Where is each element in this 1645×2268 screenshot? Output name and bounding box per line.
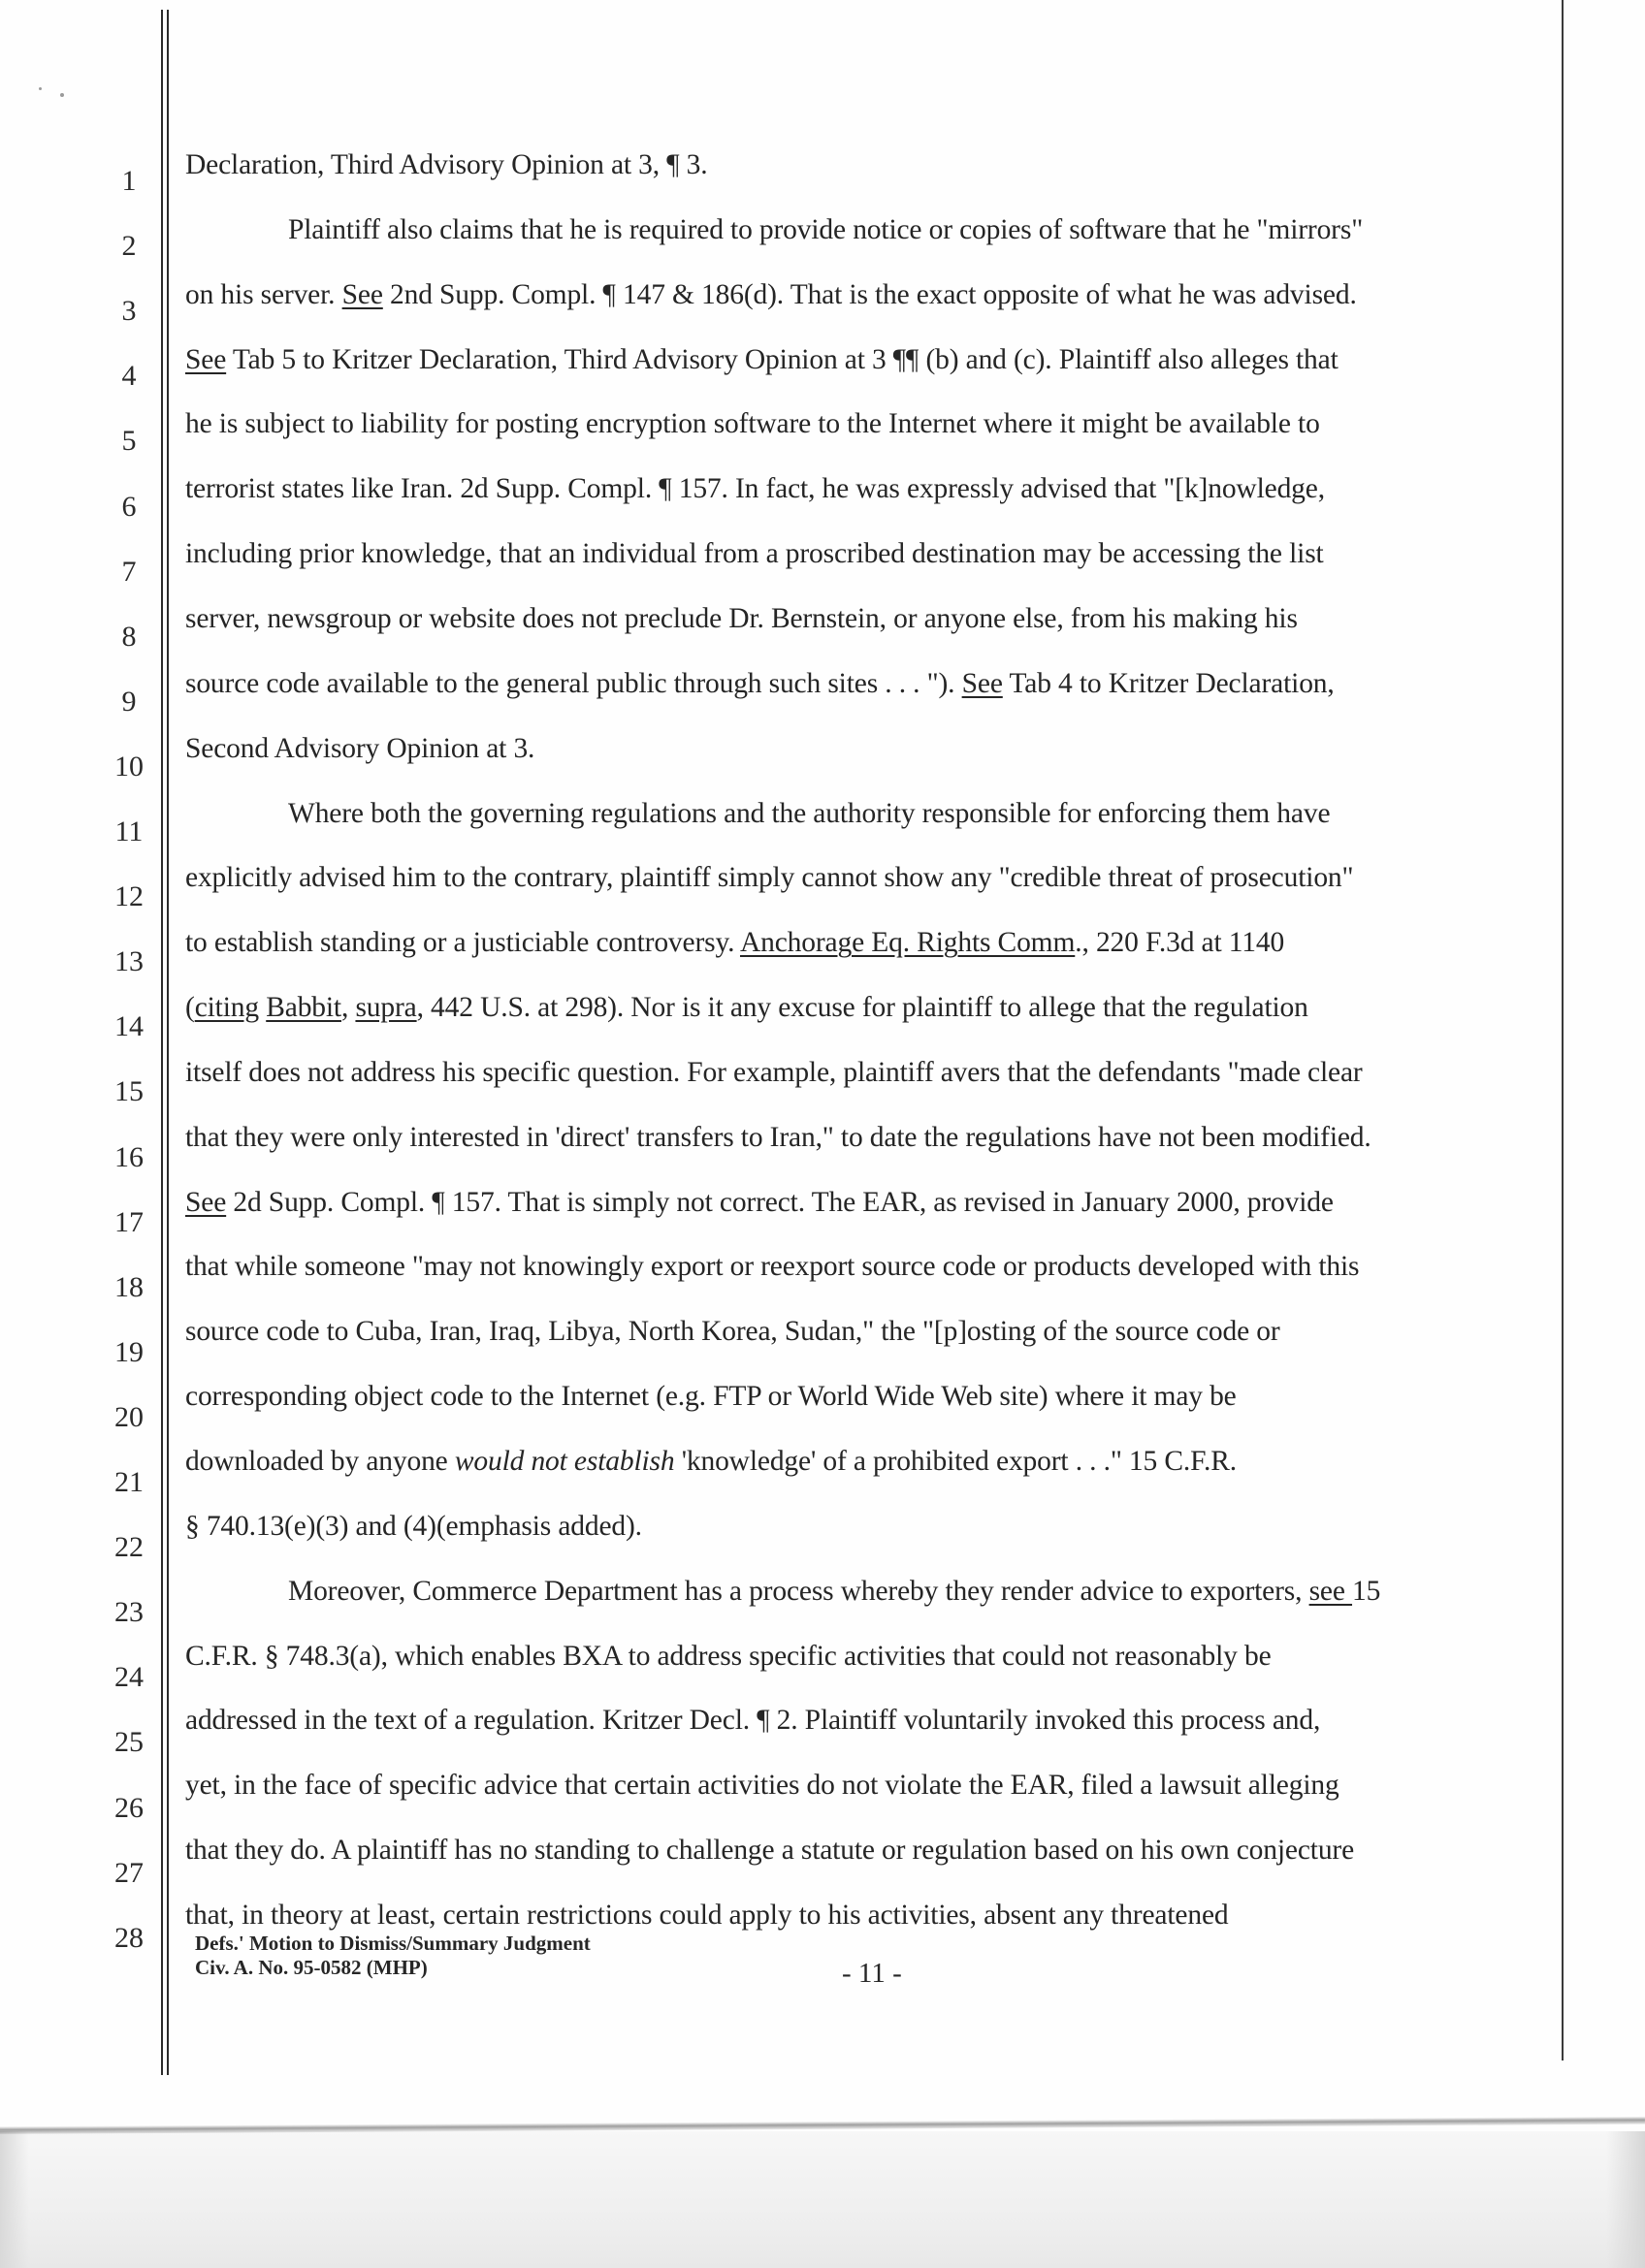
line-number: 22 (114, 1531, 144, 1564)
text-line (185, 1318, 1280, 1347)
line-number: 2 (121, 230, 137, 263)
line-number: 23 (114, 1596, 144, 1629)
text-segment: 15 (1352, 1575, 1381, 1607)
text-segment: 2nd Supp. Compl. ¶ 147 & 186(d). That is the exact opposite of what he was advised. (382, 278, 1357, 310)
scan-speck (39, 87, 42, 90)
text-segment: ., 220 F.3d at 1140 (1075, 927, 1285, 959)
line-number: 20 (114, 1400, 144, 1433)
text-line (185, 1121, 1371, 1153)
page-number: - 11 - (842, 1958, 902, 1989)
text-line (185, 1186, 1334, 1218)
text-segment: 2d Supp. Compl. ¶ 157. That is simply not correct. The EAR, as revised in January 2000, provide (226, 1186, 1334, 1218)
text-line (185, 929, 1284, 958)
text-line (185, 1448, 1237, 1477)
text-segment: Plaintiff also claims that he is required to provide notice or copies of software that he "mirrors" (288, 213, 1364, 245)
emphasized-text: would not establish (454, 1446, 675, 1477)
line-number: 12 (114, 880, 144, 913)
citation-signal: see (1308, 1575, 1353, 1607)
left-margin-rule-outer (161, 10, 163, 2075)
citation-signal: Anchorage Eq. Rights Comm (739, 927, 1076, 959)
line-number: 26 (114, 1791, 144, 1824)
text-segment: corresponding object code to the Internet (e.g. FTP or World Wide Web site) where it may be (185, 1381, 1237, 1413)
line-number: 19 (114, 1335, 144, 1368)
text-segment: Moreover, Commerce Department has a process whereby they render advice to exporters, (288, 1575, 1309, 1607)
text-segment: that while someone "may not knowingly export or reexport source code or products developed with this (185, 1251, 1360, 1283)
line-number: 1 (121, 165, 137, 197)
line-number: 14 (114, 1010, 144, 1043)
text-segment: on his server. (185, 278, 342, 310)
line-number: 18 (114, 1270, 144, 1303)
line-number: 24 (114, 1661, 144, 1694)
text-segment: downloaded by anyone (185, 1446, 455, 1477)
text-line (185, 1837, 1354, 1866)
text-segment: addressed in the text of a regulation. Kritzer Decl. ¶ 2. Plaintiff voluntarily invoked this process and, (185, 1705, 1321, 1737)
text-line (185, 1056, 1363, 1088)
line-number: 25 (114, 1726, 144, 1759)
text-line (185, 864, 1353, 893)
line-number: 21 (114, 1466, 144, 1498)
page-fold-shadow-right (1606, 2131, 1645, 2268)
text-line (185, 1772, 1339, 1801)
line-number: 9 (121, 685, 137, 718)
text-line (288, 213, 1364, 245)
text-segment: itself does not address his specific question. For example, plaintiff avers that the defendants "made clear (185, 1056, 1363, 1088)
line-number: 28 (114, 1921, 144, 1954)
text-line (185, 475, 1325, 504)
text-segment: § 740.13(e)(3) and (4)(emphasis added). (185, 1510, 642, 1542)
text-line (185, 1901, 1228, 1931)
footer-caption-title: Defs.' Motion to Dismiss/Summary Judgment (195, 1932, 591, 1955)
line-number: 3 (121, 295, 137, 328)
text-segment: that, in theory at least, certain restrictions could apply to his activities, absent any threatened (185, 1899, 1229, 1931)
line-number: 4 (121, 360, 137, 393)
right-margin-rule (1562, 0, 1564, 2060)
citation-signal: See (961, 667, 1003, 699)
text-segment: Where both the governing regulations and the authority responsible for enforcing them have (288, 797, 1331, 829)
line-number: 7 (121, 555, 137, 588)
citation-signal: citing (194, 992, 259, 1024)
scan-speck (60, 93, 64, 97)
text-segment: , (340, 992, 356, 1024)
text-line (185, 278, 1357, 310)
line-number: 11 (114, 815, 144, 847)
text-line (185, 540, 1324, 569)
text-line (185, 602, 1298, 634)
text-segment: to establish standing or a justiciable controversy. (185, 927, 740, 959)
citation-signal: See (341, 278, 383, 310)
text-segment: , 442 U.S. at 298). Nor is it any excuse for plaintiff to allege that the regulation (416, 992, 1308, 1024)
text-line (185, 343, 1339, 375)
text-line (185, 732, 535, 764)
text-segment: C.F.R. § 748.3(a), which enables BXA to address specific activities that could not reasonably be (185, 1640, 1272, 1672)
text-segment: explicitly advised him to the contrary, plaintiff simply cannot show any "credible threat of prosecution" (185, 862, 1354, 894)
text-line (185, 1253, 1359, 1282)
text-line (185, 1707, 1320, 1736)
text-line (185, 994, 1308, 1023)
text-line (185, 1640, 1272, 1672)
text-segment: source code to Cuba, Iran, Iraq, Libya, North Korea, Sudan," the "[p]osting of the source code or (185, 1316, 1280, 1348)
text-line (185, 1510, 642, 1542)
text-segment: that they were only interested in 'direct' transfers to Iran," to date the regulations have not been modified. (185, 1121, 1371, 1153)
text-line (185, 410, 1320, 439)
line-number: 13 (114, 945, 144, 978)
citation-signal: See (185, 343, 227, 375)
text-line (288, 797, 1331, 829)
text-segment: ( (185, 992, 195, 1024)
text-line (288, 1575, 1381, 1607)
text-segment: Second Advisory Opinion at 3. (185, 732, 535, 764)
citation-signal: Babbit (266, 992, 341, 1024)
left-margin-rule-inner (167, 10, 169, 2075)
line-number: 8 (121, 620, 137, 653)
line-number: 5 (121, 425, 137, 458)
footer-caption-case-number: Civ. A. No. 95-0582 (MHP) (195, 1956, 428, 1979)
text-segment: Tab 4 to Kritzer Declaration, (1002, 667, 1335, 699)
text-segment: server, newsgroup or website does not preclude Dr. Bernstein, or anyone else, from his making his (185, 602, 1298, 634)
text-segment: including prior knowledge, that an individual from a proscribed destination may be accessing the list (185, 538, 1324, 570)
line-number: 16 (114, 1140, 144, 1173)
text-segment: that they do. A plaintiff has no standing to challenge a statute or regulation based on his own conjecture (185, 1835, 1355, 1867)
text-segment: source code available to the general public through such sites . . . "). (185, 667, 962, 699)
text-line (185, 151, 707, 180)
line-number: 10 (114, 750, 144, 783)
text-segment: Tab 5 to Kritzer Declaration, Third Advisory Opinion at 3 ¶¶ (b) and (c). Plaintiff also alleges that (226, 343, 1339, 375)
line-number: 17 (114, 1205, 144, 1238)
text-segment: he is subject to liability for posting encryption software to the Internet where it might be available to (185, 408, 1320, 440)
citation-signal: supra (355, 992, 417, 1024)
page-fold-shadow-left (0, 2131, 29, 2268)
page-fold-area (0, 2131, 1645, 2268)
line-number: 27 (114, 1856, 144, 1889)
text-segment: Declaration, Third Advisory Opinion at 3, ¶ 3. (185, 149, 708, 180)
text-segment: terrorist states like Iran. 2d Supp. Compl. ¶ 157. In fact, he was expressly advised that "[k]nowledge, (185, 473, 1325, 505)
text-segment: yet, in the face of specific advice that certain activities do not violate the EAR, filed a lawsuit alleging (185, 1770, 1339, 1802)
line-number: 6 (121, 490, 137, 523)
text-segment: 'knowledge' of a prohibited export . . ." 15 C.F.R. (674, 1446, 1237, 1477)
text-line (185, 1383, 1237, 1412)
citation-signal: See (185, 1186, 227, 1218)
text-line (185, 667, 1335, 699)
line-number: 15 (114, 1075, 144, 1108)
